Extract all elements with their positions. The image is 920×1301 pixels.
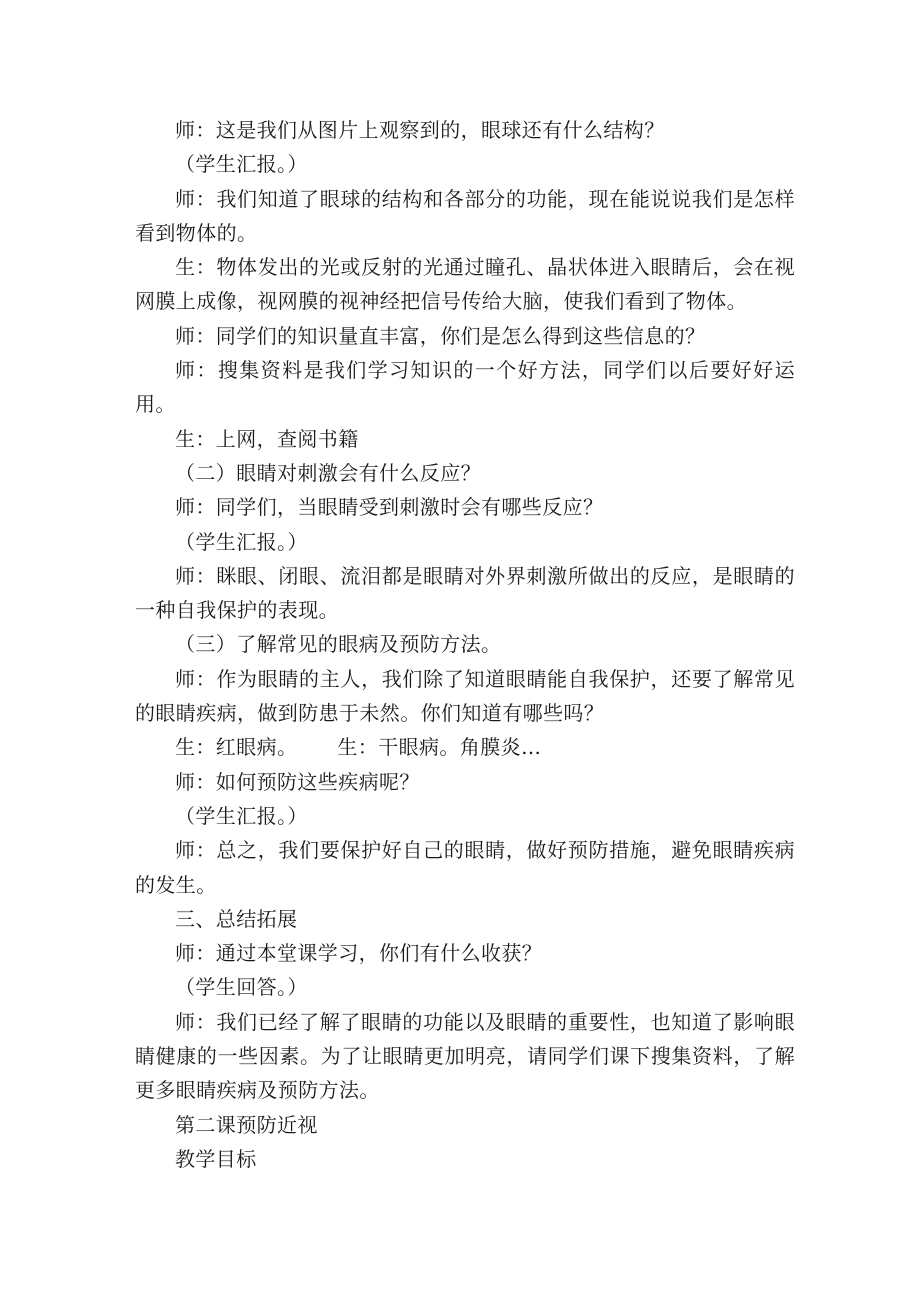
paragraph: 师：这是我们从图片上观察到的，眼球还有什么结构？ <box>175 118 665 142</box>
paragraph: 师：如何预防这些疾病呢？ <box>175 769 420 794</box>
paragraph: 师：我们知道了眼球的结构和各部分的功能，现在能说说我们是怎样看到物体的。 <box>135 186 795 245</box>
paragraph: （学生回答。） <box>175 975 308 1000</box>
paragraph: （学生汇报。） <box>175 152 308 177</box>
paragraph: 生：上网，查阅书籍 <box>175 426 359 451</box>
paragraph: 师：通过本堂课学习，你们有什么收获？ <box>175 941 543 966</box>
paragraph: 师：总之，我们要保护好自己的眼睛，做好预防措施，避免眼睛疾病的发生。 <box>135 838 795 897</box>
student-answer-left: 生：红眼病。 <box>175 735 298 760</box>
paragraph: 师：我们已经了解了眼睛的功能以及眼睛的重要性，也知道了影响眼睛健康的一些因素。为了让眼睛更加明亮，请同学们课下搜集资料，了解更多眼睛疾病及预防方法。 <box>135 1009 795 1103</box>
paragraph: 师：搜集资料是我们学习知识的一个好方法，同学们以后要好好运用。 <box>135 358 795 417</box>
lesson-title: 第二课预防近视 <box>175 1112 318 1137</box>
paragraph: 师：同学们，当眼睛受到刺激时会有哪些反应？ <box>175 495 604 520</box>
paragraph: （学生汇报。） <box>175 803 308 828</box>
paragraph: （学生汇报。） <box>175 529 308 554</box>
section-heading: （三）了解常见的眼病及预防方法。 <box>175 632 502 657</box>
paragraph: 生：物体发出的光或反射的光通过瞳孔、晶状体进入眼睛后，会在视网膜上成像，视网膜的视神经把信号传给大脑，使我们看到了物体。 <box>135 255 795 314</box>
document-body <box>135 113 795 1176</box>
paragraph: 师：同学们的知识量直丰富，你们是怎么得到这些信息的？ <box>175 323 706 348</box>
section-heading: （二）眼睛对刺激会有什么反应？ <box>175 460 481 485</box>
section-heading: 教学目标 <box>175 1146 257 1171</box>
student-answer-right: 生：干眼病。角膜炎… <box>337 735 542 760</box>
paragraph: 师：作为眼睛的主人，我们除了知道眼睛能自我保护，还要了解常见的眼睛疾病，做到防患于未然。你们知道有哪些吗？ <box>135 666 795 726</box>
paragraph: 师：眯眼、闭眼、流泪都是眼睛对外界刺激所做出的反应，是眼睛的一种自我保护的表现。 <box>135 563 795 623</box>
student-answers-line <box>135 730 795 764</box>
section-heading: 三、总结拓展 <box>175 906 298 931</box>
